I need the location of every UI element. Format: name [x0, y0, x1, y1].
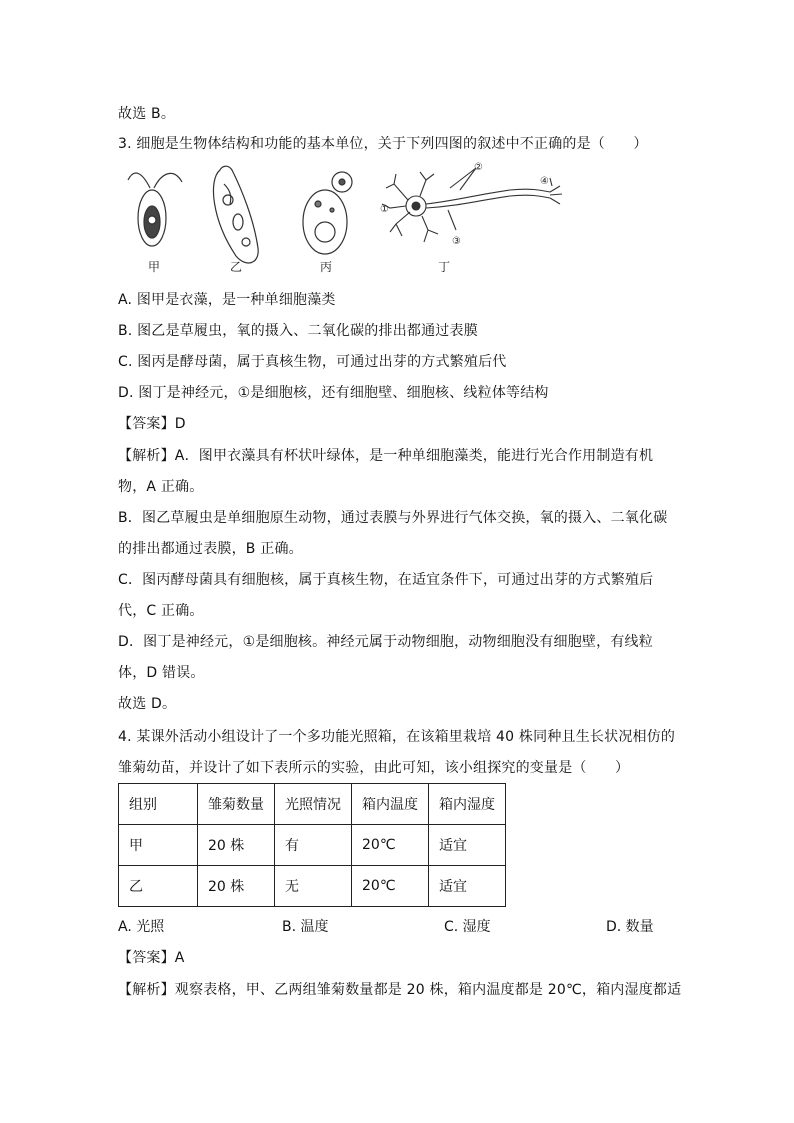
- option-a: A. 图甲是衣藻，是一种单细胞藻类: [118, 292, 336, 308]
- option-c: C. 图丙是酵母菌，属于真核生物，可通过出芽的方式繁殖后代: [118, 354, 507, 370]
- chlamydomonas-drawing: [128, 173, 182, 246]
- table-cell: 20 株: [198, 866, 275, 907]
- analysis-line: 【解析】观察表格，甲、乙两组雏菊数量都是 20 株，箱内温度都是 20℃，箱内湿度都适: [118, 982, 682, 998]
- table-header-cell: 箱内温度: [352, 784, 429, 825]
- table-cell: 有: [275, 825, 352, 866]
- table-cell: 20 株: [198, 825, 275, 866]
- neuron-mark-2: ②: [474, 162, 483, 173]
- analysis-line: 物，A 正确。: [118, 479, 204, 495]
- table-header-cell: 雏菊数量: [198, 784, 275, 825]
- figure-label-bing: 丙: [320, 260, 333, 274]
- text-line: 故选 B。: [118, 106, 176, 122]
- analysis-line: D．图丁是神经元，①是细胞核。神经元属于动物细胞，动物细胞没有细胞壁，有线粒: [118, 634, 653, 650]
- text-line: 故选 D。: [118, 696, 177, 712]
- figure-label-jia: 甲: [148, 260, 161, 274]
- analysis-line: 【解析】A．图甲衣藻具有杯状叶绿体，是一种单细胞藻类，能进行光合作用制造有机: [118, 448, 654, 464]
- question-4-stem: 雏菊幼苗，并设计了如下表所示的实验，由此可知，该小组探究的变量是（ ）: [118, 760, 630, 776]
- neuron-mark-1: ①: [380, 204, 389, 215]
- q4-option-d: D. 数量: [606, 919, 654, 935]
- analysis-line: 代，C 正确。: [118, 603, 204, 619]
- neuron-mark-3: ③: [452, 236, 461, 247]
- cell-figure-drawing: [120, 160, 570, 276]
- table-cell: 20℃: [352, 825, 429, 866]
- table-cell: 适宜: [429, 825, 506, 866]
- table-header-row: [119, 784, 506, 825]
- question-3-stem: 3. 细胞是生物体结构和功能的基本单位，关于下列四图的叙述中不正确的是（ ）: [118, 136, 648, 152]
- neuron-mark-4: ④: [540, 176, 549, 187]
- analysis-line: 的排出都通过表膜，B 正确。: [118, 541, 303, 557]
- analysis-line: C．图丙酵母菌具有细胞核，属于真核生物，在适宜条件下，可通过出芽的方式繁殖后: [118, 572, 654, 588]
- experiment-table: [118, 783, 506, 907]
- answer-line: 【答案】A: [118, 950, 185, 966]
- answer-line: 【答案】D: [118, 416, 186, 432]
- table-cell: 20℃: [352, 866, 429, 907]
- q4-option-b: B. 温度: [282, 919, 329, 935]
- q4-option-a: A. 光照: [118, 919, 165, 935]
- table-header-cell: 光照情况: [275, 784, 352, 825]
- table-cell: 甲: [119, 825, 198, 866]
- yeast-drawing: [303, 172, 352, 254]
- figure-label-yi: 乙: [230, 260, 243, 274]
- table-row: [119, 825, 506, 866]
- option-d: D. 图丁是神经元，①是细胞核，还有细胞壁、细胞核、线粒体等结构: [118, 385, 549, 401]
- table-cell: 适宜: [429, 866, 506, 907]
- figure-label-ding: 丁: [438, 260, 451, 274]
- analysis-line: 体，D 错误。: [118, 665, 205, 681]
- table-header-cell: 箱内湿度: [429, 784, 506, 825]
- q4-option-c: C. 湿度: [444, 919, 491, 935]
- table-header-cell: 组别: [119, 784, 198, 825]
- analysis-line: B．图乙草履虫是单细胞原生动物，通过表膜与外界进行气体交换，氧的摄入、二氧化碳: [118, 510, 668, 526]
- paramecium-drawing: [213, 166, 258, 263]
- question-4-stem: 4. 某课外活动小组设计了一个多功能光照箱，在该箱里栽培 40 株同种且生长状况相仿的: [118, 729, 676, 745]
- cell-figure: [120, 160, 570, 276]
- table-row: [119, 866, 506, 907]
- neuron-drawing: [382, 168, 562, 242]
- table-cell: 乙: [119, 866, 198, 907]
- table-cell: 无: [275, 866, 352, 907]
- option-b: B. 图乙是草履虫，氧的摄入、二氧化碳的排出都通过表膜: [118, 323, 478, 339]
